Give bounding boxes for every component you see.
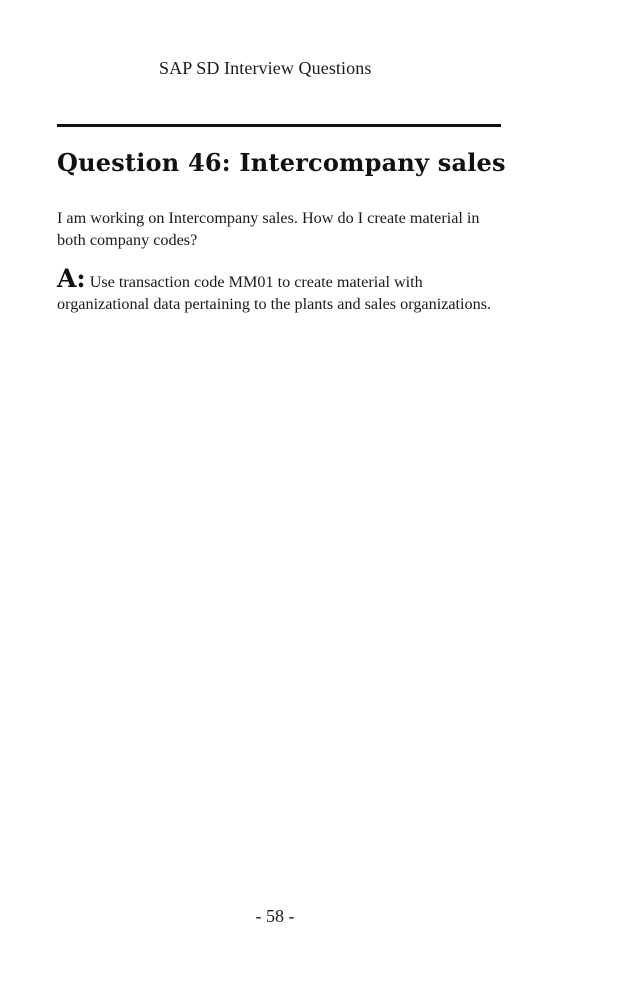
- question-title: Question 46: Intercompany sales: [57, 148, 506, 177]
- answer-prefix: A:: [57, 264, 86, 293]
- header-rule: [57, 124, 501, 127]
- answer-text: Use transaction code MM01 to create material with organizational data pertaining to the plants and sales organizations.: [57, 273, 492, 313]
- question-text: I am working on Intercompany sales. How do I create material in both company codes?: [57, 209, 480, 249]
- running-header: SAP SD Interview Questions: [159, 58, 372, 78]
- answer-block: [57, 264, 497, 315]
- page-number: - 58 -: [255, 906, 295, 926]
